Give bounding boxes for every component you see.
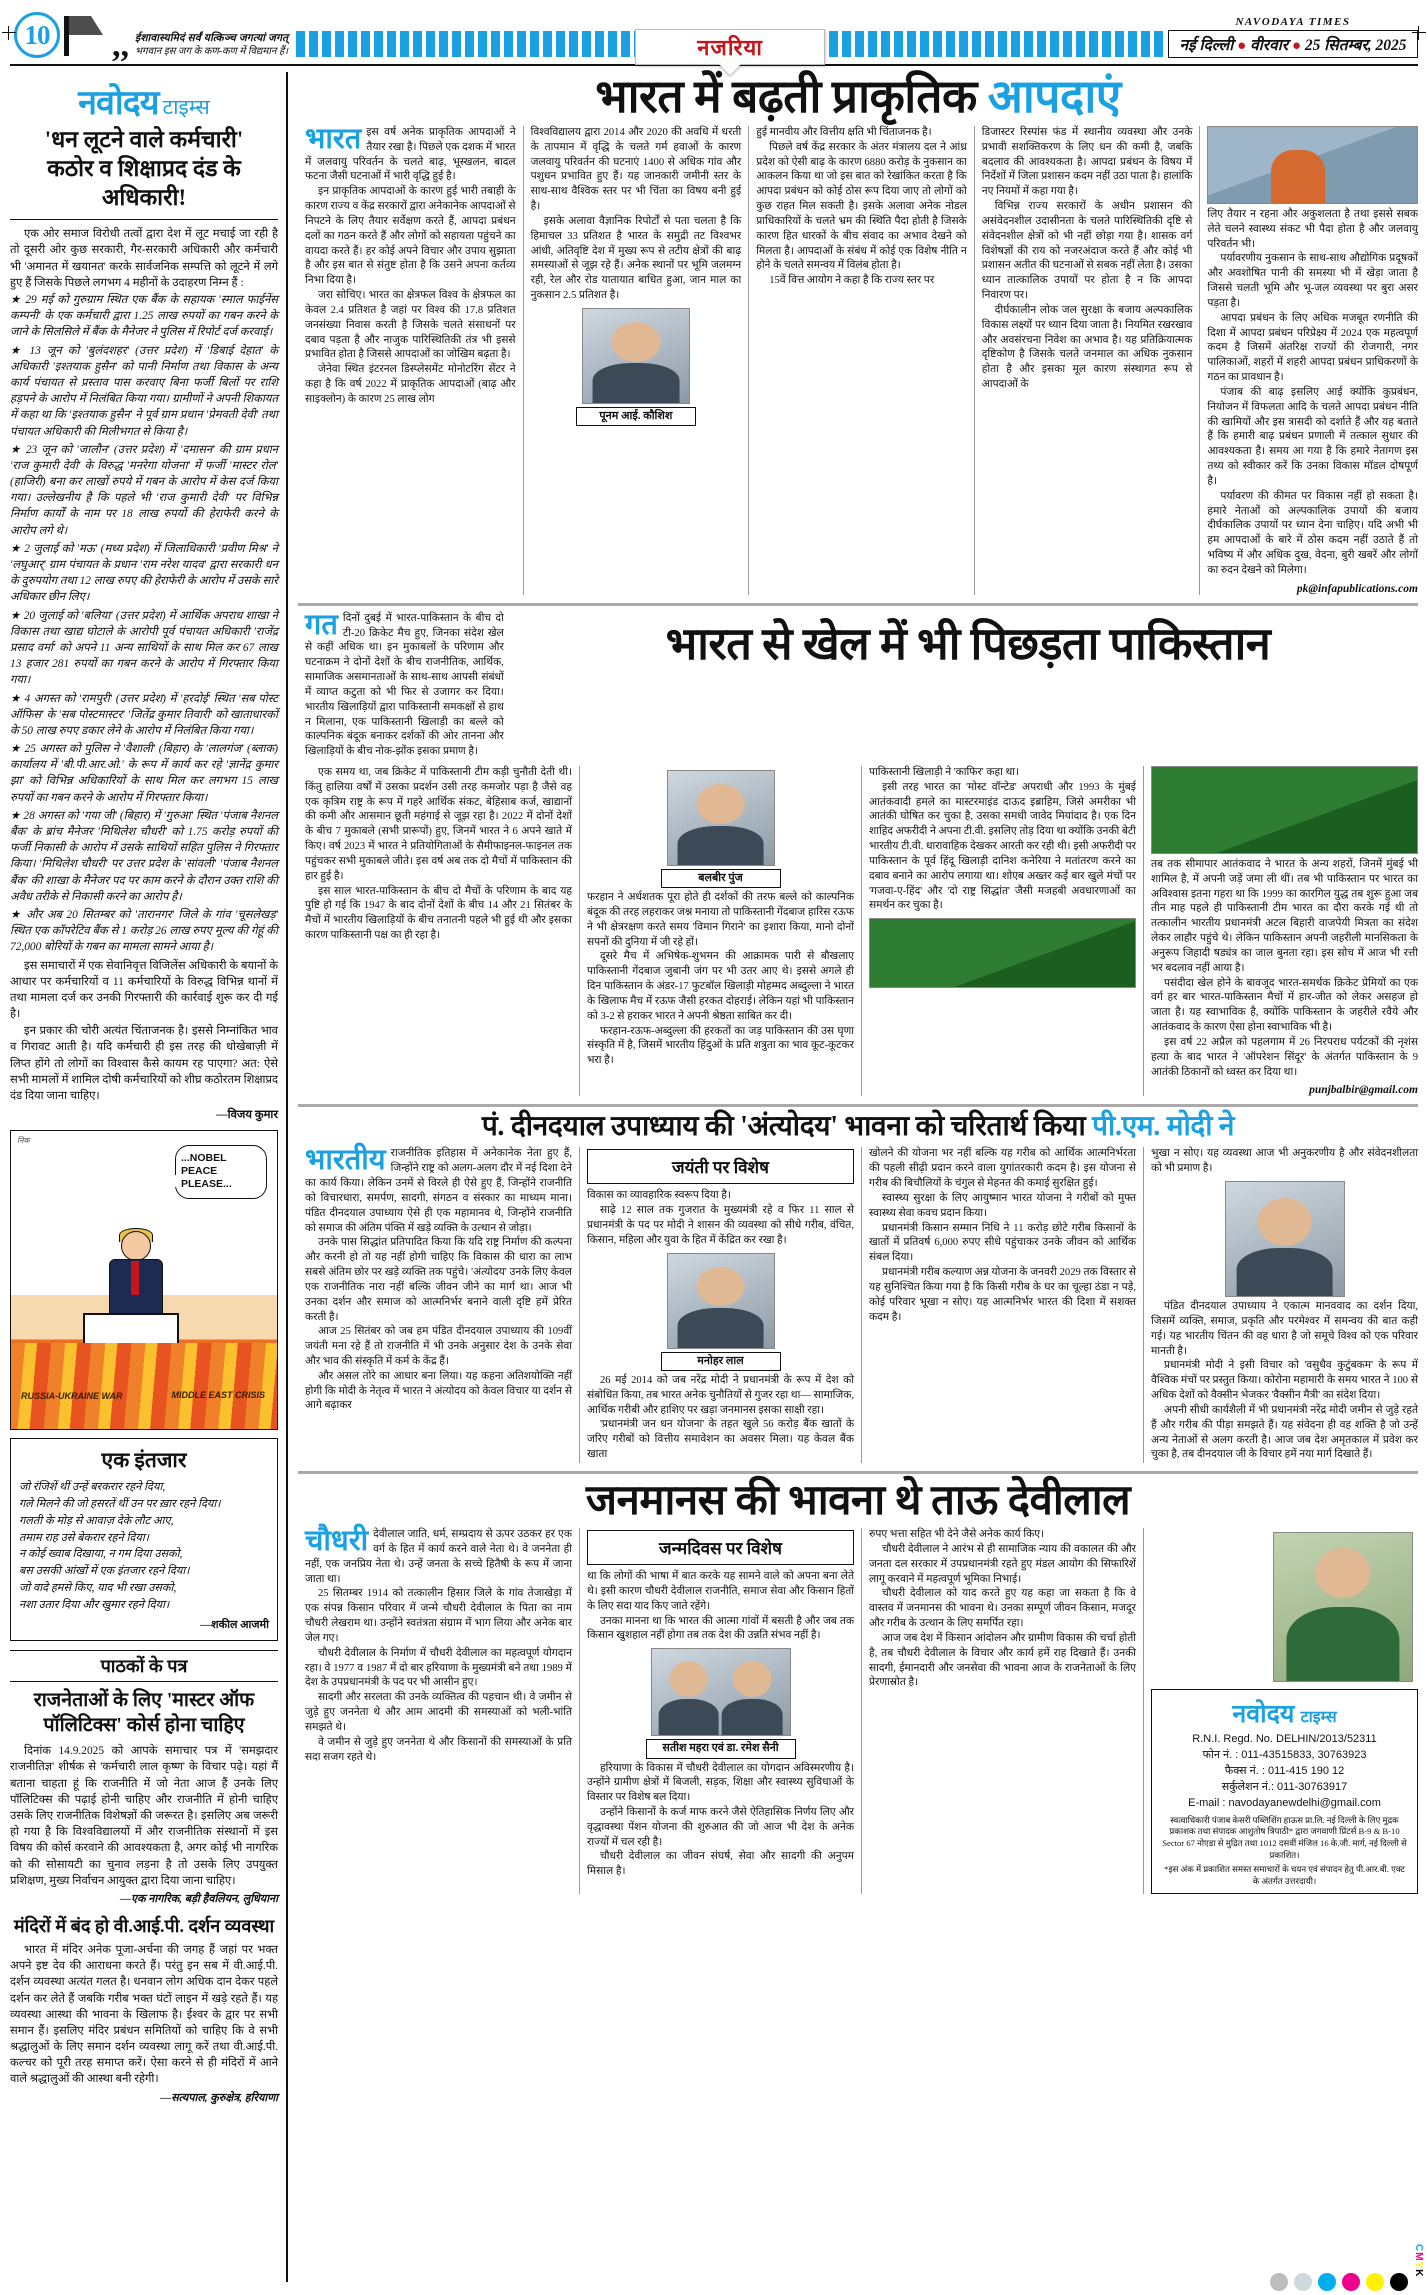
edition-city: नई दिल्ली — [1179, 37, 1234, 54]
editorial-cartoon — [10, 1130, 278, 1430]
logo-hindi-sub: टाइम्स — [162, 95, 210, 119]
editorial-bullet: ★ 23 जून को 'जालौन' (उत्तर प्रदेश) में 'दमासन' की ग्राम प्रधान 'राज कुमारी देवी' के विरुद्ध 'मनरेगा योजना' में फर्जी 'मास्टर रोल' (हाजिरी) बना कर लाखों रुपये में गबन के आरोप में केस दर्ज किया गया। उल्लेखनीय है कि पहले भी 'राज कुमारी देवी' पर विभिन्न निर्माण कार्यों के नाम पर 18 लाख रुपयों की हेराफेरी करने के आरोप लगे थे। — [10, 443, 278, 537]
color-registration-dots — [1270, 2273, 1408, 2291]
article-4-para: चौधरी देवीलाल को याद करते हुए यह कहा जा सकता है कि वे वास्तव में जनमानस की भावना थे। उनका सम्पूर्ण जीवन किसान, मजदूर और गरीब के उत्थान के लिए समर्पित रहा। — [869, 1588, 1136, 1630]
article-2-para: दूसरे मैच में अभिषेक-शुभमन की आक्रामक पारी से बौखलाए पाकिस्तानी गेंदबाज जुबानी जंग पर भी उतर आए थे। इससे अगले ही दिन पाकिस्तान के अंडर-17 फुटबॉल खिलाड़ी मोहम्मद अब्दुल्ला ने भारत के खिलाफ मैच में रऊफ जैसी हरकत दोहराई। लेकिन यहां भी पाकिस्तान को 3-2 से हराकर भारत ने अपनी श्रेष्ठता साबित कर दी। — [587, 951, 854, 1022]
article-2-para: फरहान ने अर्धशतक पूरा होते ही दर्शकों की तरफ बल्ले को काल्पनिक बंदूक की तरह लहराकर जश्न मनाया तो पाकिस्तानी गेंदबाज हारिस रऊफ ने भी क्षेत्ररक्षण करते समय 'विमान गिराने' का इशारा किया, मानो दोनों सपनों की दुनिया में जी रहे हों। — [587, 892, 854, 948]
article-3-columns — [298, 1144, 1418, 1463]
cartoon-speech-bubble: ...NOBEL PEACE PLEASE... — [175, 1145, 267, 1198]
article-1-para: इन प्राकृतिक आपदाओं के कारण हुई भारी तबाही के कारण राज्य व केंद्र सरकारों द्वारा अनेकानेक आपदाओं से निपटने के लिए तैयार सर्वेक्षण करते हैं, आपदा प्रबंधन दलों का गठन करते हैं और लोगों को सहायता पहुंचने का वायदा करते हैं। हर कोई अपने विचार और उपाय सुझाता है और इस बात से संतुष्ट होता है कि उसने अपना कर्तव्य निभा दिया है। — [305, 186, 516, 287]
article-3-para: प्रधानमंत्री गरीब कल्याण अन्न योजना के जनवरी 2029 तक विस्तार से यह सुनिश्चित किया गया है कि किसी गरीब के घर का चूल्हा ठंडा न पड़े, कोई परिवार भूखा न सोए। यह आत्मनिर्भर भारत की दिशा में सशक्त कदम है। — [869, 1267, 1136, 1323]
poem-line: तमाम राह उसे बेकरार रहने दिया। — [19, 1531, 149, 1544]
article-1-para: 15वें वित्त आयोग ने कहा है कि राज्य स्तर पर — [769, 275, 935, 287]
special-tag-janmdivas: जन्मदिवस पर विशेष — [587, 1530, 854, 1565]
letter-2-body: भारत में मंदिर अनेक पूजा-अर्चना की जगह हैं जहां पर भक्त अपने इष्ट देव की आराधना करते हैं। परंतु इन सब में वी.आई.पी. दर्शन व्यवस्था अत्यंत गलत है। धनवान लोग अधिक दान देकर पहले दर्शन कर लेते हैं जबकि गरीब भक्त घंटों लाइन में खड़े रहते हैं। यह व्यवस्था आस्था की भावना के खिलाफ है। ईश्वर के द्वार पर सभी समान हैं। इसलिए मंदिर प्रबंधन समितियों को चाहिए कि वे सभी श्रद्धालुओं के लिए समान दर्शन व्यवस्था लागू करें तथा वी.आई.पी. कल्चर को पूरी तरह समाप्त करें। ऐसा करने से ही मंदिरों में आने वाले श्रद्धालुओं की आस्था बनी रहेगी। — [10, 1943, 278, 2086]
article-4-col-4 — [1144, 1528, 1418, 1894]
article-4-para: आज जब देश में किसान आंदोलन और ग्रामीण विकास की चर्चा होती है, तब चौधरी देवीलाल के विचार और कार्य हमें राह दिखाते हैं। उनकी सादगी, ईमानदारी और जनसेवा की भावना आज के राजनेताओं के लिए प्रेरणास्रोत है। — [869, 1632, 1136, 1689]
article-2-headline-wrap — [511, 612, 1418, 667]
imprint-rni: R.N.I. Regd. No. DELHIN/2013/52311 — [1192, 1733, 1377, 1746]
article-2-para: इस साल भारत-पाकिस्तान के बीच दो मैचों के परिणाम के बाद यह पुष्टि हो गई कि 1947 के बाद दोनों देशों के बीच 14 और 21 सितंबर के मैचों में भारतीय खिलाड़ियों के बीच तनातनी पहले भी हुई थी और इसका कारण पाकिस्तानी पक्ष का ही रहा है। — [305, 885, 572, 942]
letter-2-signature: —सत्यपाल, कुरुक्षेत्र, हरियाणा — [160, 2091, 278, 2104]
editorial-closing-1: इस समाचारों में एक सेवानिवृत्त विजिलेंस अधिकारी के बयानों के आधार पर कर्मचारियों व 11 कर्मचारियों के विरुद्ध विभिन्न थानों में तथा मामला दर्ज कर उनकी गिरफ्तारी की कार्रवाई शुरू कर दी गई है। — [10, 959, 278, 1021]
registration-dot-gray1 — [1270, 2273, 1288, 2291]
article-1-para: दीर्घकालीन लोक जल सुरक्षा के बजाय अल्पकालिक विकास लक्ष्यों पर ध्यान दिया जाता है। नियमित रखरखाव और अवसंरचना निवेश का अभाव है। यह प्रतिक्रियात्मक दृष्टिकोण है जिसके चलते जनमाल का अधिक नुकसान होता है और इसका मूल कारण संस्थागत रूप से आपदाओं के — [981, 304, 1193, 391]
article-4-para: हरियाणा के विकास में चौधरी देवीलाल का योगदान अविस्मरणीय है। उन्होंने ग्रामीण क्षेत्रों में बिजली, सड़क, शिक्षा और स्वास्थ्य सुविधाओं के विस्तार पर विशेष बल दिया। — [587, 1762, 854, 1804]
article-1-para: इसके अलावा वैज्ञानिक रिपोर्टों से पता चलता है कि हिमाचल 33 प्रतिशत है भारत के समुद्री तट विश्वभर आंधी, अतिवृष्टि देश में मुख्य रूप से तटीय क्षेत्रों की बाढ़ समस्याओं से जूझ रहे हैं। अनेक स्थानों पर भूमि जलमग्न रही, रेल और रोड यातायात बाधित हुआ, जान माल का नुकसान 2.5 प्रतिशत है। — [530, 215, 742, 302]
author-photo-body-1 — [658, 1699, 719, 1735]
cartoon-fire-label-left: RUSSIA-UKRAINE WAR — [21, 1391, 123, 1402]
cartoon-figure-tie — [131, 1261, 139, 1295]
imprint-circulation: सर्कुलेशन नं.: 011-30763917 — [1221, 1780, 1348, 1793]
registration-dot-gray2 — [1294, 2273, 1312, 2291]
editorial-bullet: ★ 13 जून को 'बुलंदशहर' (उत्तर प्रदेश) में 'डिबाई देहात' के अधिकारी 'इश्तयाक हुसैन' को पानी निर्माण तथा विकास के अन्य कार्य पंचायत से प्रस्ताव पास करवाए बिना फर्जी बिलों पर राशि हड़पने के आरोप में निलंबित किया गया। ग्रामीणों ने अपनी शिकायत में कहा था कि 'इश्तयाक हुसैन' ने पूर्व ग्राम प्रधान 'प्रेमवती देवी' तथा पंचायत अधिकारी की मिलीभगत से किया है। — [10, 344, 278, 438]
poem-box — [10, 1438, 278, 1640]
registration-dot-cyan — [1318, 2273, 1336, 2291]
main-content-column — [288, 72, 1418, 2282]
article-3-dropcap: भारतीय — [305, 1144, 386, 1177]
paper-logo — [10, 78, 278, 124]
edition-day: वीरवार — [1250, 37, 1289, 54]
author-name: मनोहर लाल — [661, 1352, 781, 1371]
article-3-headline-plain: पं. दीनदयाल उपाध्याय की 'अंत्योदय' भावना को चरितार्थ किया — [481, 1111, 1093, 1143]
article-1-para: विश्वविद्यालय द्वारा 2014 और 2020 की अवधि में धरती के तापमान में वृद्धि के चलते गर्म हवाओं के कारण जलवायु परिवर्तन की घटनाएं 1400 से अधिक गांव और पशुधन प्रभावित हुए हैं। यह जानकारी जमीनी स्तर के साथ-साथ वैश्विक स्तर पर भी चिंता का विषय बनी हुई है। — [530, 127, 742, 213]
article-4-headline: जनमानस की भावना थे ताऊ देवीलाल — [585, 1478, 1131, 1525]
article-1-para: विभिन्न राज्य सरकारों के अधीन प्रशासन की असंवेदनशील उदासीनता के चलते पारिस्थितिकी दृष्टि से संवेदनशील क्षेत्रों को भी नहीं छोड़ा गया है। शासक वर्ग विशेषज्ञों की राय को नजरअंदाज करते हैं और कोई भी प्रशासन अतीत की घटनाओं से सबक नहीं लेता है। उसका ध्यान तात्कालिक उपायों पर होता है न कि आपदा निवारण पर। — [981, 201, 1193, 302]
article-3-para: 'प्रधानमंत्री जन धन योजना' के तहत खुले 56 करोड़ बैंक खातों के जरिए गरीबों को वित्तीय समावेशन का अवसर मिला। यह केवल बैंक खाता — [587, 1419, 854, 1461]
cartoon-fire-label-right: MIDDLE EAST CRISIS — [171, 1390, 265, 1401]
author-photo-head — [612, 322, 661, 361]
masthead-strip — [10, 8, 1418, 64]
article-pakistan-sports — [298, 608, 1418, 1097]
editorial-bullet: ★ 25 अगस्त को पुलिस ने 'वैशाली' (बिहार) के 'लालगंज' (ब्लाक) कार्यालय में 'बी.पी.आर.ओ.' के रूप में कार्य कर रहे 'ज्ञानेंद्र कुमार झा' को विभिन्न अधिकारियों के साथ मिल कर लगभग 15 लाख रुपयों का गबन करने के आरोप में गिरफ्तार किया। — [10, 743, 278, 804]
editorial-bullet: ★ 20 जुलाई को 'बलिया' (उत्तर प्रदेश) में आर्थिक अपराध शाखा ने विकास तथा खाद्य घोटाले के आरोपी पूर्व पंचायत अधिकारी 'राजेंद्र प्रसाद वर्मा' को अपने 11 अन्य साथियों के साथ मिल कर 67 लाख 13 हजार 281 रुपयों का गबन करने के आरोप में गिरफ्तार किया गया। — [10, 609, 278, 687]
author-block-4 — [646, 1648, 796, 1758]
article-1-para: हुई मानवीय और वित्तीय क्षति भी चिंताजनक है। — [756, 127, 932, 138]
author-photo-head — [696, 784, 745, 823]
article-2-intro — [298, 608, 511, 760]
article-1-para-text: इस वर्ष अनेक प्राकृतिक आपदाओं ने तैयार रखा है। पिछले एक दशक में भारत में जलवायु परिवर्तन के चलते बाढ़, भूस्खलन, बादल फटना जैसी घटनाओं में भारी वृद्धि हुई है। — [305, 127, 516, 183]
article-1-para: पर्यावरण की कीमत पर विकास नहीं हो सकता है। हमारे नेताओं को अल्पकालिक उपायों की बजाय दीर्घकालिक उपायों पर ध्यान देना चाहिए। यदि अभी भी हम आपदाओं के बारे में ठोस कदम नहीं उठाते हैं तो भविष्य में और अधिक दुख, वेदना, बुरी खबरें और लोगों का रुदन देखने को मिलेगा। — [1207, 490, 1418, 576]
section-tab-nazariya — [635, 29, 825, 65]
imprint-email[interactable]: E-mail : navodayanewdelhi@gmail.com — [1188, 1796, 1381, 1809]
motto-line-1: ईशावास्यमिदं सर्वं यत्किञ्च जगत्यां जगत् — [135, 33, 289, 45]
article-3-col-1 — [298, 1144, 580, 1463]
portrait-head — [1257, 1198, 1311, 1246]
quote-icon: ,, — [112, 27, 129, 64]
edition-dateline — [1168, 30, 1418, 58]
cartoon-signature: निक — [17, 1136, 30, 1146]
article-4-para: उन्होंने किसानों के कर्ज माफ करने जैसे ऐतिहासिक निर्णय लिए और वृद्धावस्था पेंशन योजना की शुरुआत की जो आज भी देश के अनेक राज्यों में चल रही है। — [587, 1806, 854, 1848]
portrait-body — [1236, 1248, 1333, 1296]
devilal-portrait-block — [1268, 1532, 1418, 1682]
article-1-para: पर्यावरणीय नुकसान के साथ-साथ औद्योगिक प्रदूषकों और अवशोषित पानी की समस्या भी में खेड़ा जाता है जिससे चलती भूमि और भू-जल व्यवस्था पर बुरा असर पड़ता है। — [1207, 253, 1418, 309]
author-photo-duo — [651, 1648, 791, 1736]
article-1-headline — [298, 71, 1418, 122]
article-1-dropcap: भारत — [305, 123, 362, 155]
article-2-headline: भारत से खेल में भी पिछड़ता पाकिस्तान — [665, 618, 1271, 669]
article-4-para: 25 सितम्बर 1914 को तत्कालीन हिसार जिले के गांव तेजाखेड़ा में एक संपन्न किसान परिवार में जन्मे चौधरी देवीलाल के पिता का नाम चौधरी लेखराम था। उन्होंने स्वतंत्रता संग्राम में भाग लिया और अनेक बार जेल गए। — [305, 1588, 572, 1644]
editorial-closing-2: इन प्रकार की चोरी अत्यंत चिंताजनक है। इससे निम्नांकित भाव व गिरावट आती है। यदि कर्मचारी ही इस तरह की धोखेबाज़ी में लिप्त होंगे तो लोगों का विश्वास कैसे कायम रह पाएगा? अत: ऐसे सभी मामलों में शामिल दोषी कर्मचारियों को शीघ्र कठोरतम शिक्षाप्रद दंड दिया जाना चाहिए। — [10, 1025, 278, 1102]
article-1-col-4 — [975, 126, 1201, 595]
author-photo — [667, 770, 775, 866]
imprint-prb-note: *इस अंक में प्रकाशित समस्त समाचारों के चयन एवं संपादन हेतु पी.आर.बी. एक्ट के अंतर्गत उत्तरदायी। — [1164, 1864, 1405, 1886]
portrait-head — [1315, 1548, 1370, 1598]
author-photo — [582, 308, 690, 404]
article-3-para: प्रधानमंत्री किसान सम्मान निधि ने 11 करोड़ छोटे गरीब किसानों के खातों में प्रतिवर्ष 6,000 रुपए सीधे पहुंचाकर उनके जीवन को आर्थिक संबल दिया। — [869, 1222, 1136, 1264]
article-2-col-1 — [298, 766, 580, 1096]
letter-1-body: दिनांक 14.9.2025 को आपके समाचार पत्र में 'समझदार राजनीतिज्ञ' शीर्षक से 'कर्मचारी लाल कृष्ण' के विचार पढ़े। यहां मैं बताना चाहता हूं कि राजनीति में जो नेता आज हैं उनके लिए पॉलिटिक्स की पढ़ाई होनी चाहिए और राजनीति में होनी चाहिए उसके लिए राजनीतिक विशेषज्ञों की जरूरत है। इसलिए अब जरूरी हो गया है कि विश्वविद्यालयों में और राजनीतिक संस्थानों में इस विषय की कोर्स करवाने की आवश्यकता है, अगर कोई भी नागरिक को की सोसायटी का चुनाव लड़ना है तो उसके लिए उपयुक्त प्रशिक्षण, मुख्य निर्वाचन आयुक्त द्वारा दिया जाना चाहिए। — [10, 1745, 278, 1887]
editorial-bullet: ★ 4 अगस्त को 'रामपुरी' (उत्तर प्रदेश) में 'हरदोई' स्थित 'सब पोस्ट ऑफिस' के 'सब पोस्टमास्टर' 'जितेंद्र कुमार तिवारी' को खाताधारकों के 50 लाख रुपए डकार लेने के आरोप में निलंबित किया गया। — [10, 692, 278, 737]
author-photo-body — [592, 363, 679, 402]
editorial-byline: —विजय कुमार — [216, 1109, 278, 1122]
registration-dot-yellow — [1366, 2273, 1384, 2291]
flag-icon — [64, 16, 110, 56]
poem-line: नशा उतार दिया और खुमार रहने दिया। — [19, 1598, 170, 1611]
imprint-publisher-note: स्वत्वाधिकारी पंजाब केसरी पब्लिशिंग हाऊस प्रा.लि. नई दिल्ली के लिए मुद्रक प्रकाशक तथा संपादक आशुतोष त्रिपाठी* द्वारा जगवाणी प्रिंटर्स B-9 & B-10 Sector 67 नोएडा से मुद्रित तथा 1012 दसवीं मंजिल 16 के.जी. मार्ग, नई दिल्ली से प्रकाशित। — [1162, 1814, 1407, 1860]
poem-line: न कोई ख्वाब दिखाया, न गम दिया उसको, — [19, 1548, 183, 1561]
cartoon-fire — [11, 1343, 277, 1429]
article-2-para: फरहान-रऊफ-अब्दुल्ला की हरकतों का जड़ पाकिस्तान की उस घृणा संस्कृति में है, जिसमें भारतीय हिंदुओं के प्रति शत्रुता का भाव कूट-कूटकर भरा है। — [587, 1025, 854, 1067]
article-4-col-3 — [862, 1528, 1144, 1894]
article-4-col-2 — [580, 1528, 862, 1894]
imprint-phone: फोन नं. : 011-43515833, 30763923 — [1202, 1749, 1367, 1762]
page-body — [10, 72, 1418, 2282]
article-3-para: 26 मई 2014 को जब नरेंद्र मोदी ने प्रधानमंत्री के रूप में देश को संबोधित किया, तब भारत अनेक चुनौतियों से गुजर रहा था— सामाजिक, आर्थिक गरीबी और हाशिए पर खड़ा जनमानस इसका साक्षी रहा। — [587, 1374, 854, 1416]
author-photo-body — [677, 1308, 764, 1347]
edition-date: 25 सितम्बर, 2025 — [1304, 37, 1407, 54]
article-1-para: पंजाब की बाढ़ इसलिए आई क्योंकि कुप्रबंधन, नियोजन में विफलता आदि के चलते आपदा प्रबंधन नीति की खामियों और इस त्रासदी को दर्शाते हैं और यह बताते हैं कि हमारी बाढ़ प्रबंधन प्रणाली में तत्काल सुधार की आवश्यकता है। समय आ गया है कि हमारे नेतागण इस तथ्य को स्वीकार करें कि उनका विकास मॉडल दोषपूर्ण है। — [1207, 386, 1418, 487]
deendayal-portrait-block — [1220, 1181, 1350, 1297]
cmyk-label: CMYK — [1413, 2243, 1424, 2277]
editorial-bullet: ★ और अब 20 सितम्बर को 'तारानगर' जिले के गांव 'चूसलेखड़' स्थित एक कॉपरेटिव बैंक से 1 करोड़ 26 लाख रुपए मूल्य की गेहूं की 72,000 बोरियों के गबन का मामला सामने आया है। — [10, 908, 278, 954]
article-3-para: स्वास्थ्य सुरक्षा के लिए आयुष्मान भारत योजना ने गरीबों को मुफ्त स्वास्थ्य सेवा कवच प्रदान किया। — [869, 1192, 1136, 1219]
article-1-col-5 — [1200, 126, 1418, 595]
article-1-para: पिछले वर्ष केंद्र सरकार के अंतर मंत्रालय दल ने आंध्र प्रदेश को ऐसी बाढ़ के कारण 6880 करोड़ के नुकसान का आकलन किया था जो इस बात को रेखांकित करता है कि आपदा प्रबंधन को कोई ठोस रूप दिया जाए तो लोगों को कुछ राहत मिल सकती है। इसके अलावा अनेक नोडल प्राधिकारियों के चलते भ्रम की स्थिति पैदा होती है जिसके कारण हित धारकों के बीच संवाद का अभाव देखने को मिलता है। आपदाओं के संबंध में कोई एक विशेष नीति न होने के चलते समन्वय में विलंब होता है। — [756, 141, 967, 272]
letters-section-header: पाठकों के पत्र — [10, 1650, 278, 1682]
editorial-bullet: ★ 28 अगस्त को 'गया जी' (बिहार) में 'गुरुआ' स्थित 'पंजाब नैशनल बैंक' के ब्रांच मैनेजर 'मिथिलेश चौधरी' को 1.75 करोड़ रुपयों की फर्जी निकासी के आरोप में उसके साथियों सहित पुलिस ने गिरफ्तार किया। 'मिथिलेश चौधरी' पर उत्तर प्रदेश के 'सांवली' 'पंजाब नैशनल बैंक' की शाखा के मैनेजर पद पर काम करने के दौरान उक्त राशि की अवैध तरीके से निकासी करने का आरोप है। — [10, 809, 278, 903]
separator-dot-icon-2: ● — [1291, 38, 1301, 54]
article-3-para: साढ़े 12 साल तक गुजरात के मुख्यमंत्री रहे व फिर 11 साल से प्रधानमंत्री के पद पर मोदी ने शासन की व्यवस्था को सीधे गरीब, वंचित, किसान, महिला और युवा के हित में केंद्रित कर रखा है। — [587, 1205, 854, 1246]
decorative-bar — [296, 31, 1164, 60]
article-1-para: लिए तैयार न रहना और अकुशलता है तथा इससे सबक लेते चलने स्वास्थ्य संकट भी पैदा होता है और जलवायु परिवर्तन भी। — [1207, 209, 1418, 250]
article-natural-disasters — [298, 71, 1418, 595]
section-divider-2 — [298, 1104, 1418, 1107]
imprint-fax: फैक्स नं. : 011-415 190 12 — [1224, 1765, 1345, 1778]
article-1-para — [305, 123, 516, 185]
article-3-para: भुखा न सोए। यह व्यवस्था आज भी अनुकरणीय है और संवेदनशीलता को भी प्रमाण है। — [1151, 1148, 1418, 1175]
poem-line: जो वादे हमसे किए, याद भी रखा उसको, — [19, 1581, 177, 1594]
letter-1-headline-line1: राजनेताओं के लिए 'मास्टर ऑफ — [33, 1689, 255, 1711]
article-2-intro-para — [305, 608, 504, 760]
special-tag-jayanti: जयंती पर विशेष — [587, 1149, 854, 1184]
poem-line: गलती के मोड़ से आवाज़ देके लौट आए, — [19, 1514, 174, 1527]
article-4-columns — [298, 1525, 1418, 1894]
brand-name-english: NAVODAYA TIMES — [1235, 16, 1351, 28]
author-block-2 — [661, 770, 781, 888]
article-3-para: उनके पास सिद्धांत प्रतिपादित किया कि यदि राष्ट्र निर्माण की कल्पना और करनी हो तो यह नहीं होगी चाहिए कि विकास की धारा का लाभ सबसे अंतिम छोर पर खड़े व्यक्ति तक पहुंचे। 'अंत्योदय' उनके लिए केवल एक राजनीतिक नारा नहीं बल्कि जीवन जीने का मार्ग था। आज भी उनका दर्शन और समाज को आत्मनिर्भर बनाने वाली दृष्टि हमें प्रेरित करती है। — [305, 1237, 572, 1323]
article-deendayal — [298, 1113, 1418, 1463]
article-3-headline — [298, 1113, 1418, 1141]
poem-line: बस उसकी आंखों में एक इंतजार रहने दिया। — [19, 1565, 190, 1578]
crop-mark-icon-tr — [1412, 26, 1426, 40]
article-1-columns — [298, 123, 1418, 595]
logo-hindi: नवोदय — [78, 85, 159, 122]
editorial-headline — [10, 126, 278, 212]
article-3-para: अपनी सीधी कार्यशैली में भी प्रधानमंत्री नरेंद्र मोदी जमीन से जुड़े रहते हैं और गरीब की पीड़ा समझते हैं। यह संवेदना ही वह शक्ति है जो उन्हें अन्य नेताओं से अलग करती है। आज जब देश अमृतकाल में प्रवेश कर चुका है, तब दीनदयाल जी के विचार हमें नया मार्ग दिखाते हैं। — [1151, 1404, 1418, 1461]
letter-2-headline: मंदिरों में बंद हो वी.आई.पी. दर्शन व्यवस्था — [13, 1915, 275, 1936]
editorial-bullet: ★ 29 मई को गुरुग्राम स्थित एक बैंक के सहायक 'स्माल फाईनेंस कम्पनी' के एक कर्मचारी द्वारा 1.25 लाख रुपयों का गबन करने के जाने के सिलसिले में बैंक के मैनेजर ने पुलिस में रिपोर्ट दर्ज करवाई। — [10, 294, 278, 339]
author-photo-body — [677, 826, 764, 865]
article-4-dropcap: चौधरी — [305, 1525, 369, 1558]
editorial-headline-line2: कठोर व शिक्षाप्रद दंड के अधिकारी! — [47, 155, 241, 210]
author-photo-head-2 — [733, 1661, 772, 1697]
article-2-para: पाकिस्तानी खिलाड़ी ने 'काफिर' कहा था। — [869, 766, 1020, 778]
article-1-para: जेनेवा स्थित इंटरनल डिस्प्लेसमेंट मोनोटरिंग सेंटर ने कहा है कि वर्ष 2022 में प्राकृतिक आपदाओं (बाढ़ और साइक्लोन) के कारण 25 लाख लोग — [305, 364, 516, 405]
article-2-para: पसंदीदा खेल होने के बावजूद भारत-समर्थक क्रिकेट प्रेमियों का एक वर्ग हर बार भारत-पाकिस्तान मैचों में हार-जीत को लेकर असहज हो जाता है। यह स्वाभाविक है, क्योंकि पाकिस्तान के जहरीले रवैये और आतंकवाद के कारण ऐसा होना स्वाभाविक भी है। — [1151, 977, 1418, 1034]
article-3-para: पंडित दीनदयाल उपाध्याय ने एकात्म मानववाद का दर्शन दिया, जिसमें व्यक्ति, समाज, प्रकृति और परमेश्वर में समन्वय की बात कही गई। यह भारतीय चिंतन की वह धारा है जो समूचे विश्व को एक परिवार मानती है। — [1151, 1301, 1418, 1357]
author-name: पूनम आई. कौशिश — [576, 407, 696, 426]
article-4-para: रुपए भत्ता सहित भी देने जैसे अनेक कार्य किए। — [869, 1529, 1045, 1541]
letter-1-headline-line2: पॉलिटिक्स' कोर्स होना चाहिए — [43, 1714, 245, 1736]
author-photo-head-1 — [669, 1661, 708, 1697]
author-name: सतीश महरा एवं डा. रमेश सैनी — [646, 1739, 796, 1758]
article-3-para: खोलने की योजना भर नहीं बल्कि यह गरीब को आर्थिक आत्मनिर्भरता की पहली सीढ़ी प्रदान करने वाला युगांतरकारी कदम है। इस योजना से गरीब की बिचौलियों के चंगुल से मेहनत की कमाई सुरक्षित हुई। — [869, 1148, 1136, 1190]
cartoon-figure — [103, 1231, 169, 1323]
editorial-intro: एक ओर समाज विरोधी तत्वों द्वारा देश में लूट मचाई जा रही है तो दूसरी ओर कुछ सरकारी, गैर-सरकारी अधिकारी और कर्मचारी भी 'अमानत में खयानत' करके सार्वजनिक सम्पत्ति को लूटने में लगे हुए हैं जिसके पिछले लगभग 4 महीनों के उदाहरण निम्न हैं : — [10, 228, 278, 289]
article-tau-devilal — [298, 1480, 1418, 1894]
article-2-top — [298, 608, 1418, 760]
author-photo-body-2 — [722, 1699, 783, 1735]
article-2-dropcap: गत — [305, 608, 338, 641]
devilal-portrait — [1273, 1532, 1413, 1682]
editorial-bullet: ★ 2 जुलाई को 'मऊ' (मध्य प्रदेश) में जिलाधिकारी 'प्रवीण मिश्र' ने 'लघुआर्' ग्राम पंचायत के प्रधान 'राम नरेश यादव' द्वारा सरकारी धन के दुरुपयोग तथा 12 लाख रुपए की हेराफेरी के आरोप में उसके सारे अधिकार छीन लिए। — [10, 542, 278, 604]
article-4-para: चौधरी देवीलाल के निर्माण में चौधरी देवीलाल का महत्वपूर्ण योगदान रहा। वे 1977 व 1987 में दो बार हरियाणा के मुख्यमंत्री बने तथा 1989 में देश के उपप्रधानमंत्री के पद पर भी आसीन हुए। — [305, 1647, 572, 1689]
portrait-body — [1286, 1607, 1399, 1681]
section-divider-1 — [298, 603, 1418, 606]
author-photo-head — [696, 1267, 745, 1306]
article-4-para: उनका मानना था कि भारत की आत्मा गांवों में बसती है और जब तक किसान खुशहाल नहीं होगा तब तक देश की उन्नति संभव नहीं है। — [587, 1615, 854, 1642]
article-2-intro-text: दिनों दुबई में भारत-पाकिस्तान के बीच दो टी-20 क्रिकेट मैच हुए, जिनका संदेश खेल से कहीं अधिक था। इन मुकाबलों के परिणाम और घटनाक्रम ने दोनों देशों के बीच राजनीतिक, आर्थिक, सामाजिक असमानताओं के साथ-साथ आपसी संबंधों में व्याप्त कटुता को भी फिर से उजागर कर दिया। भारतीय खिलाड़ियों द्वारा पाकिस्तानी समकक्षों से हाथ न मिलाना, एक पाकिस्तानी खिलाड़ी का बल्ले को काल्पनिक बंदूक बनाकर दर्शकों की ओर तानना और खिलाड़ियों के बीच नोक-झोंक इसका प्रमाण है। — [305, 612, 504, 758]
article-3-headline-accent: पी.एम. मोदी ने — [1092, 1111, 1235, 1143]
article-2-para: इसी तरह भारत का 'मोस्ट वॉन्टेड' अपराधी और 1993 के मुंबई आतंकवादी हमले का मास्टरमाइंड दाऊद इब्राहिम, जिसे अमरीका भी आतंकी घोषित कर चुका है, उसका समधी जावेद मियांदाद है। एक दिन शाहिद अफरीदी ने अपना टी.वी. इसलिए तोड़ दिया था क्योंकि उनकी बेटी भारतीय टी.वी. धारावाहिक देखकर आरती कर रही थी। इसी अफरीदी पर पाकिस्तान के पूर्व हिंदू खिलाड़ी दानिश कनेरिया ने मतांतरण करने का दबाव बनाने का आरोप लगाया था। शोएब अख्तर कई बार खुले मंचों पर 'गजवा-ए-हिंद' और 'दो राष्ट्र सिद्धांत' जैसी मजहबी अवधारणाओं का समर्थन कर चुका है। — [869, 781, 1136, 912]
article-2-col-3 — [862, 766, 1144, 1096]
article-3-para — [305, 1144, 572, 1236]
article-1-col-1 — [298, 123, 524, 595]
editorial-headline-line1: 'धन लूटने वाले कर्मचारी' — [44, 127, 244, 152]
article-2-para: इस वर्ष 22 अप्रैल को पहलगाम में 26 निरपराध पर्यटकों की नृशंस हत्या के बाद भारत ने 'ऑपरेशन सिंदूर' के अंतर्गत पाकिस्तान के 9 आतंकी ठिकानों को ध्वस्त कर दिया था। — [1151, 1036, 1418, 1078]
page-number-badge: 10 — [14, 12, 60, 58]
poem-line: जो रंजिशें थीं उन्हें बरकरार रहने दिया, — [19, 1481, 166, 1494]
registration-dot-black — [1390, 2273, 1408, 2291]
article-4-para — [305, 1525, 572, 1587]
article-3-para: और असल तोरे का आधार बना लिया। यह कहना अतिशयोक्ति नहीं होगी कि मोदी के नेतृत्व में भारत ने अंत्योदय को केवल विचार या दर्शन से आगे बढ़ाकर — [305, 1370, 572, 1412]
cartoon-figure-head — [121, 1231, 151, 1261]
cricket-photo — [869, 918, 1136, 988]
poem-title: एक इंतजार — [101, 1448, 187, 1473]
article-3-col-2 — [580, 1147, 862, 1463]
imprint-box — [1151, 1689, 1418, 1894]
section-tab-label: नजरिया — [697, 35, 763, 60]
article-3-para: आज 25 सितंबर को जब हम पंडित दीनदयाल उपाध्याय की 109वीं जयंती मना रहे हैं तो राजनीति में भी उनके अनुसार देश के उनके सेवा और भाव की संस्कृति में कर्म के केंद्र हैं। — [305, 1326, 572, 1367]
article-4-para: सादगी और सरलता की उनके व्यक्तित्व की पहचान थी। वे जमीन से जुड़े हुए जननेता थे और आम आदमी की समस्याओं को भली-भांति समझते थे। — [305, 1692, 572, 1733]
article-1-para: डिजास्टर रिस्पांस फंड में स्थानीय व्यवस्था और उनके प्रभावी सशक्तिकरण के लिए धन की कमी है, जबकि बदलाव की आवश्यकता है। आपदा प्रबंधन के विषय में निर्देशों में जिला प्रशासन कदम नहीं उठा पाता है। हालांकि नए नियमों में कहा गया है। — [981, 127, 1193, 198]
article-3-para: विकास का व्यावहारिक स्वरूप दिया है। — [587, 1190, 731, 1202]
letter-1-headline — [10, 1688, 278, 1739]
article-4-col-1 — [298, 1525, 580, 1894]
poem-author: —शकील आजमी — [200, 1618, 269, 1631]
article-1-para: आपदा प्रबंधन के लिए अधिक मजबूत रणनीति की दिशा में आपदा प्रबंधन परिप्रेक्ष्य में 2024 एक महत्वपूर्ण कदम है जिसमें अंतरिक्ष राज्यों की रोजगारी, नगर पालिकाओं, शहरों में शहरी आपदा प्रबंधन प्राधिकरणों के गठन का प्रावधान है। — [1207, 312, 1418, 384]
article-2-columns — [298, 766, 1418, 1096]
section-divider-3 — [298, 1471, 1418, 1474]
imprint-logo-hindi: नवोदय — [1232, 1701, 1295, 1729]
author-photo — [667, 1253, 775, 1349]
separator-dot-icon: ● — [1237, 38, 1247, 54]
article-3-para: प्रधानमंत्री मोदी ने इसी विचार को 'वसुधैव कुटुंबकम' के रूप में वैश्विक मंचों पर प्रस्तुत किया। कोरोना महामारी के समय भारत ने 100 से अधिक देशों को वैक्सीन भेजकर 'वैक्सीन मैत्री' का संदेश दिया। — [1151, 1360, 1418, 1402]
letter-1-signature: —एक नागरिक, बड़ी हैवलियन, लुधियाना — [120, 1892, 278, 1905]
article-1-headline-plain: भारत में बढ़ती प्राकृतिक — [595, 71, 988, 122]
headline-divider — [10, 219, 278, 220]
article-1-para: जरा सोचिए। भारत का क्षेत्रफल विश्व के क्षेत्रफल का केवल 2.4 प्रतिशत है जहां पर विश्व की 17.8 प्रतिशत जनसंख्या निवास करती है जिसके चलते संसाधनों पर दबाव पड़ता है और नाजुक पारिस्थितिकी तंत्र भी इससे प्रभावित होता है जिससे आपदाओं का जोखिम बढ़ता है। — [305, 290, 516, 361]
article-4-para: चौधरी देवीलाल का जीवन संघर्ष, सेवा और सादगी की अनुपम मिसाल है। — [587, 1851, 854, 1878]
article-2-para: तब तक सीमापार आतंकवाद ने भारत के अन्य शहरों, जिनमें मुंबई भी शामिल है, में अपनी जड़ें जमा ली थीं। तब भी पाकिस्तान पर भारत का अविश्वास इतना गहरा था कि 1999 का कारगिल युद्ध तब शुरू हुआ जब तीन माह पहले ही पाकिस्तानी टीम भारत का दौरा करके गई थी तो तत्कालीन भारतीय प्रधानमंत्री अटल बिहारी वाजपेयी मित्रता का संदेश लेकर लाहौर पहुंचे थे। लेकिन पाकिस्तान अपनी जहरीली मानसिकता के अनुरूप जिहादी षड्यंत्र का जाल बुनता रहा। इस सोच में आज भी रत्ती भर बदलाव नहीं आया है। — [1151, 858, 1418, 974]
article-4-para: वे जमीन से जुड़े हुए जननेता थे और किसानों की समस्याओं के प्रति सदा सजग रहते थे। — [305, 1736, 572, 1763]
article-2-para: एक समय था, जब क्रिकेट में पाकिस्तानी टीम कड़ी चुनौती देती थी। किंतु हालिया वर्षों में उसका प्रदर्शन उसी तरह कमजोर पड़ा है जैसे वह एक कृत्रिम राष्ट्र के रूप में गहरे आर्थिक संकट, बेहिसाब कर्ज, खाद्यानों की कमी और आसमान छूती महंगाई से जूझ रहा है। 2022 में दोनों देशों के बीच 7 मुकाबले (सभी प्रारूपों) हुए, जिनमें भारत ने 6 अपने खाते में किए। वर्ष 2023 में भारत ने प्रतियोगिताओं के सैमीफाइनल-फाइनल तक पहुंचकर सभी मुकाबले जीते। इस वर्ष अब तक दो मैचों में पाकिस्तान की हार हुई है। — [305, 766, 572, 882]
motto-line-2: भगवान इस जग के कण-कण में विद्यमान हैं। — [135, 45, 289, 57]
registration-dot-magenta — [1342, 2273, 1360, 2291]
poem-line: गले मिलने की जो हसरतें थीं उन पर ख़ार रहने दिया। — [19, 1497, 221, 1510]
article-1-headline-accent: आपदाएं — [987, 71, 1121, 122]
crop-mark-icon-tl — [2, 26, 16, 40]
article-3-col-4 — [1144, 1147, 1418, 1463]
sanskrit-motto — [135, 32, 288, 58]
flood-photo — [1207, 126, 1418, 204]
article-2-col-4 — [1144, 766, 1418, 1096]
article-4-para: चौधरी देवीलाल ने आरंभ से ही सामाजिक न्याय की वकालत की और जनता दल सरकार में उपप्रधानमंत्री रहते हुए मंडल आयोग की सिफारिशें लागू करवाने में महत्वपूर्ण भूमिका निभाई। — [869, 1544, 1136, 1585]
deendayal-portrait — [1225, 1181, 1345, 1297]
article-2-col-2 — [580, 766, 862, 1096]
editorial-column — [10, 72, 288, 2282]
imprint-logo — [1160, 1696, 1409, 1730]
article-1-email[interactable]: pk@infapublications.com — [1296, 582, 1418, 595]
author-block-1 — [576, 308, 696, 426]
article-2-email[interactable]: punjbalbir@gmail.com — [1309, 1084, 1418, 1097]
article-4-para-text: देवीलाल जाति, धर्म, सम्प्रदाय से ऊपर उठकर हर एक वर्ग के हित में कार्य करने वाले नेता थे। वे जननेता ही नहीं, एक जनप्रिय नेता थे। उन्हें जनता के सच्चे हितैषी के रूप में जाना जाता था। — [305, 1529, 572, 1585]
author-block-3 — [661, 1253, 781, 1371]
cricket-photo-2 — [1151, 766, 1418, 854]
article-1-col-3 — [749, 126, 975, 595]
article-4-para: था कि लोगों की भाषा में बात करके यह सामने वाले को अपना बना लेते थे। इसी कारण चौधरी देवीलाल राजनीति, समाज सेवा और किसान हितों के लिए सदा याद किए जाते रहेंगे। — [587, 1571, 854, 1612]
article-3-para-text: राजनीतिक इतिहास में अनेकानेक नेता हुए हैं, जिन्होंने राष्ट्र को अलग-अलग दौर में नई दिशा देने का कार्य किया। लेकिन उनमें से विरले ही ऐसे हुए हैं, जिन्होंने राजनीति को विचारधारा, समर्पण, सादगी, संगठन व संस्कार का माध्यम माना। पंडित दीनदयाल उपाध्याय ऐसे ही एक महामानव थे, जिन्होंने राजनीति को समाज की अंतिम पंक्ति में खड़े व्यक्ति के उत्थान से जोड़ा। — [305, 1148, 572, 1234]
author-name: बलबीर पुंज — [661, 869, 781, 888]
article-1-col-2 — [524, 126, 750, 595]
flood-photo-person — [1271, 150, 1325, 203]
imprint-logo-sub: टाइम्स — [1300, 1709, 1337, 1727]
edition-info — [1168, 16, 1418, 58]
article-3-col-3 — [862, 1147, 1144, 1463]
